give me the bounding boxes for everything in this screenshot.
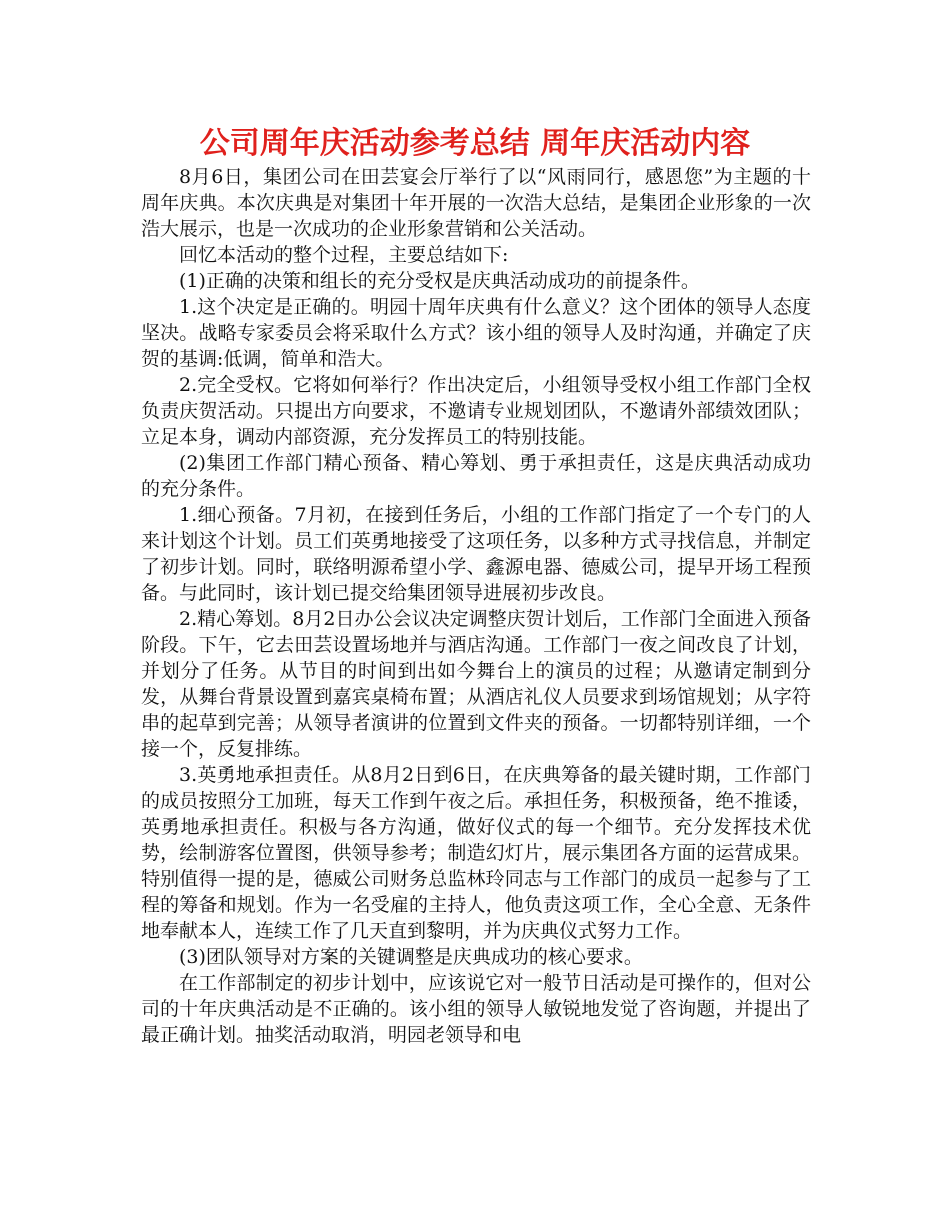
paragraph: 回忆本活动的整个过程，主要总结如下: bbox=[179, 244, 509, 266]
section-heading: (1)正确的决策和组长的充分受权是庆典活动成功的前提条件。 bbox=[179, 270, 700, 292]
paragraph: 3.英勇地承担责任。从8月2日到6日，在庆典筹备的最关键时期，工作部门的成员按照分工加班，每天工作到午夜之后。承担任务，积极预备，绝不推诿，英勇地承担责任。积极与各方沟通，做好仪式的每一个细节。充分发挥技术优势，绘制游客位置图，供领导参考；制造幻灯片，展示集团各方面的运营成果。特别值得一提的是，德威公司财务总监林玲同志与工作部门的成员一起参与了工程的筹备和规划。作为一名受雇的主持人，他负责这项工作，全心全意、无条件地奉献本人，连续工作了几天直到黎明，并为庆典仪式努力工作。 bbox=[141, 764, 811, 942]
paragraph: 在工作部制定的初步计划中，应该说它对一般节日活动是可操作的，但对公司的十年庆典活动是不正确的。该小组的领导人敏锐地发觉了咨询题，并提出了最正确计划。抽奖活动取消，明园老领导和电 bbox=[141, 972, 811, 1046]
section-heading: (3)团队领导对方案的关键调整是庆典成功的核心要求。 bbox=[179, 946, 643, 968]
paragraph: 1.细心预备。7月初，在接到任务后，小组的工作部门指定了一个专门的人来计划这个计划。员工们英勇地接受了这项任务，以多种方式寻找信息，并制定了初步计划。同时，联络明源希望小学、鑫源电器、德威公司，提早开场工程预备。与此同时，该计划已提交给集团领导进展初步改良。 bbox=[141, 504, 811, 604]
section-heading: (2)集团工作部门精心预备、精心筹划、勇于承担责任，这是庆典活动成功的充分条件。 bbox=[141, 452, 811, 500]
paragraph: 8月6日，集团公司在田芸宴会厅举行了以“风雨同行，感恩您”为主题的十周年庆典。本次庆典是对集团十年开展的一次浩大总结，是集团企业形象的一次浩大展示，也是一次成功的企业形象营销和公关活动。 bbox=[141, 166, 811, 240]
document-body bbox=[141, 164, 811, 1048]
paragraph: 2.完全受权。它将如何举行？作出决定后，小组领导受权小组工作部门全权负责庆贺活动。只提出方向要求，不邀请专业规划团队，不邀请外部绩效团队；立足本身，调动内部资源，充分发挥员工的特别技能。 bbox=[141, 374, 811, 448]
paragraph: 1.这个决定是正确的。明园十周年庆典有什么意义？这个团体的领导人态度坚决。战略专家委员会将采取什么方式？该小组的领导人及时沟通，并确定了庆贺的基调:低调，简单和浩大。 bbox=[141, 296, 811, 370]
document-title: 公司周年庆活动参考总结 周年庆活动内容 bbox=[199, 126, 751, 161]
paragraph: 2.精心筹划。8月2日办公会议决定调整庆贺计划后，工作部门全面进入预备阶段。下午，它去田芸设置场地并与酒店沟通。工作部门一夜之间改良了计划，并划分了任务。从节目的时间到出如今舞台上的演员的过程；从邀请定制到分发，从舞台背景设置到嘉宾桌椅布置；从酒店礼仪人员要求到场馆规划；从字符串的起草到完善；从领导者演讲的位置到文件夹的预备。一切都特别详细，一个接一个，反复排练。 bbox=[141, 608, 811, 760]
